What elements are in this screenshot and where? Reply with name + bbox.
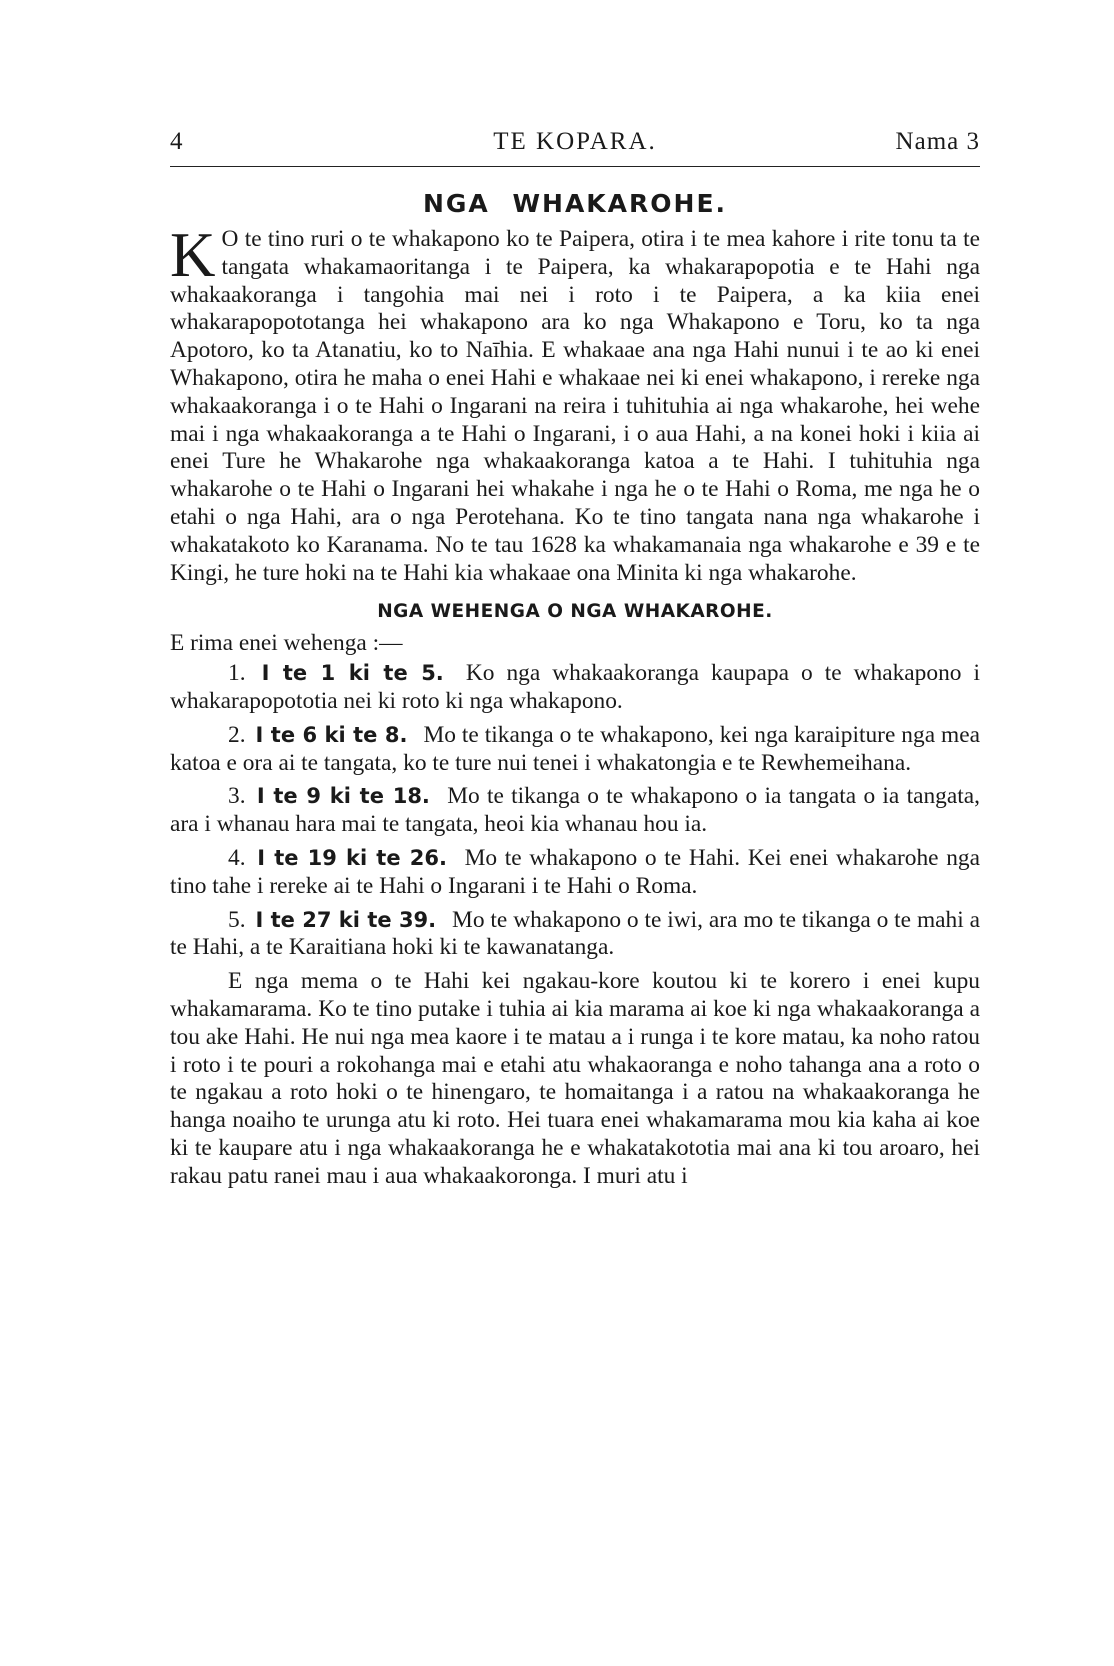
division-text: Mo te whakapono o te Hahi. Kei enei whakarohe nga tino tahe i rereke ai te Hahi o Ingarani i te Hahi o Roma. — [170, 844, 980, 899]
issue-number: Nama 3 — [895, 128, 980, 155]
intro-paragraph — [170, 220, 980, 587]
page — [170, 120, 980, 1191]
division-number: 2. — [228, 721, 246, 748]
division-reference: I te 6 ki te 8. — [255, 722, 408, 747]
publication-title: TE KOPARA. — [493, 128, 657, 155]
division-item — [170, 722, 980, 778]
division-reference: I te 9 ki te 18. — [256, 784, 430, 809]
division-text: Mo te tikanga o te whakapono o ia tangata o ia tangata, ara i whanau hara mai te tangata, heoi kia whanau hou ia. — [170, 783, 980, 838]
division-number: 4. — [228, 844, 246, 871]
divisions-intro: E rima enei wehenga :— — [170, 630, 403, 657]
section-heading: NGA WHAKAROHE. — [422, 189, 728, 218]
division-reference: I te 27 ki te 39. — [255, 907, 437, 932]
division-item — [170, 783, 980, 839]
drop-cap: K — [170, 220, 216, 290]
division-item — [170, 660, 980, 716]
division-item — [170, 907, 980, 963]
division-number: 3. — [228, 783, 246, 810]
division-text: Ko nga whakaakoranga kaupapa o te whakapono i whakarapopototia nei ki roto ki nga whakapono. — [170, 660, 980, 714]
page-number: 4 — [170, 128, 184, 155]
division-reference: I te 19 ki te 26. — [257, 845, 447, 870]
division-text: Mo te whakapono o te iwi, ara mo te tikanga o te mahi a te Hahi, a te Karaitiana hoki ki te kawanatanga. — [170, 906, 980, 961]
division-item — [170, 845, 980, 901]
division-number: 5. — [228, 906, 246, 933]
running-header — [170, 120, 980, 160]
division-number: 1. — [228, 660, 246, 687]
header-rule — [170, 166, 980, 167]
intro-text: O te tino ruri o te whakapono ko te Paipera, otira i te mea kahore i rite tonu ta te tangata whakamaoritanga i te Paipera, ka whakarapopotia e te Hahi nga whakaakoranga i tangohia mai nei i roto i te Paipera, a ka kiia enei whakarapopototanga hei whakapono ara ko nga Whakapono e Toru, ko ta nga Apotoro, ko ta Atanatiu, ko to Naīhia. E whakaae ana nga Hahi nunui i te ao ki enei Whakapono, otira he maha o enei Hahi e whakaae nei ki enei whakapono, i rereke nga whakaakoranga i o te Hahi o Ingarani na reira i tuhituhia ai nga whakarohe, hei wehe mai i nga whakaakoranga a te Hahi o Ingarani, i o aua Hahi, a na konei hoki i kiia ai enei Ture he Whakarohe nga whakaakoranga katoa a te Hahi. I tuhituhia nga whakarohe o te Hahi o Ingarani hei whakahe i nga he o te Hahi o Roma, me nga he o etahi o nga Hahi, ara o nga Perotehana. Ko te tino tangata nana nga whakarohe i whakatakoto ko Karanama. No te tau 1628 ka whakamanaia nga whakarohe e 39 e te Kingi, he ture hoki na te Hahi kia whakaae ona Minita ki nga whakarohe. — [170, 226, 980, 586]
division-reference: I te 1 ki te 5. — [261, 661, 444, 686]
division-text: Mo te tikanga o te whakapono, kei nga karaipiture nga mea katoa e ora ai te tangata, ko te ture nui tenei i whakatongia e te Rewhemeihana. — [170, 721, 981, 776]
divisions-heading: NGA WEHENGA O NGA WHAKAROHE. — [377, 601, 773, 623]
closing-paragraph: E nga mema o te Hahi kei ngakau-kore koutou ki te korero i enei kupu whakamarama. Ko te tino putake i tuhia ai kia marama ai koe ki nga whakaakoranga a tou ake Hahi. He nui nga mea kaore i te matau a i runga i te kore matau, ka noho ratou i roto i te pouri a rokohanga mai e etahi atu whakaoranga e noho tahanga ana a roto o te ngakau a roto hoki o te hinengaro, te homaitanga i a ratou na whakaakoranga he hanga noaiho te urunga atu ki roto. Hei tuara enei whakamarama mou kia kaha ai koe ki te kaupare atu i nga whakaakoranga he e whakatakototia mai ana ki tou aroaro, hei rakau patu ranei mau i aua whakaakoronga. I muri atu i — [170, 968, 980, 1189]
